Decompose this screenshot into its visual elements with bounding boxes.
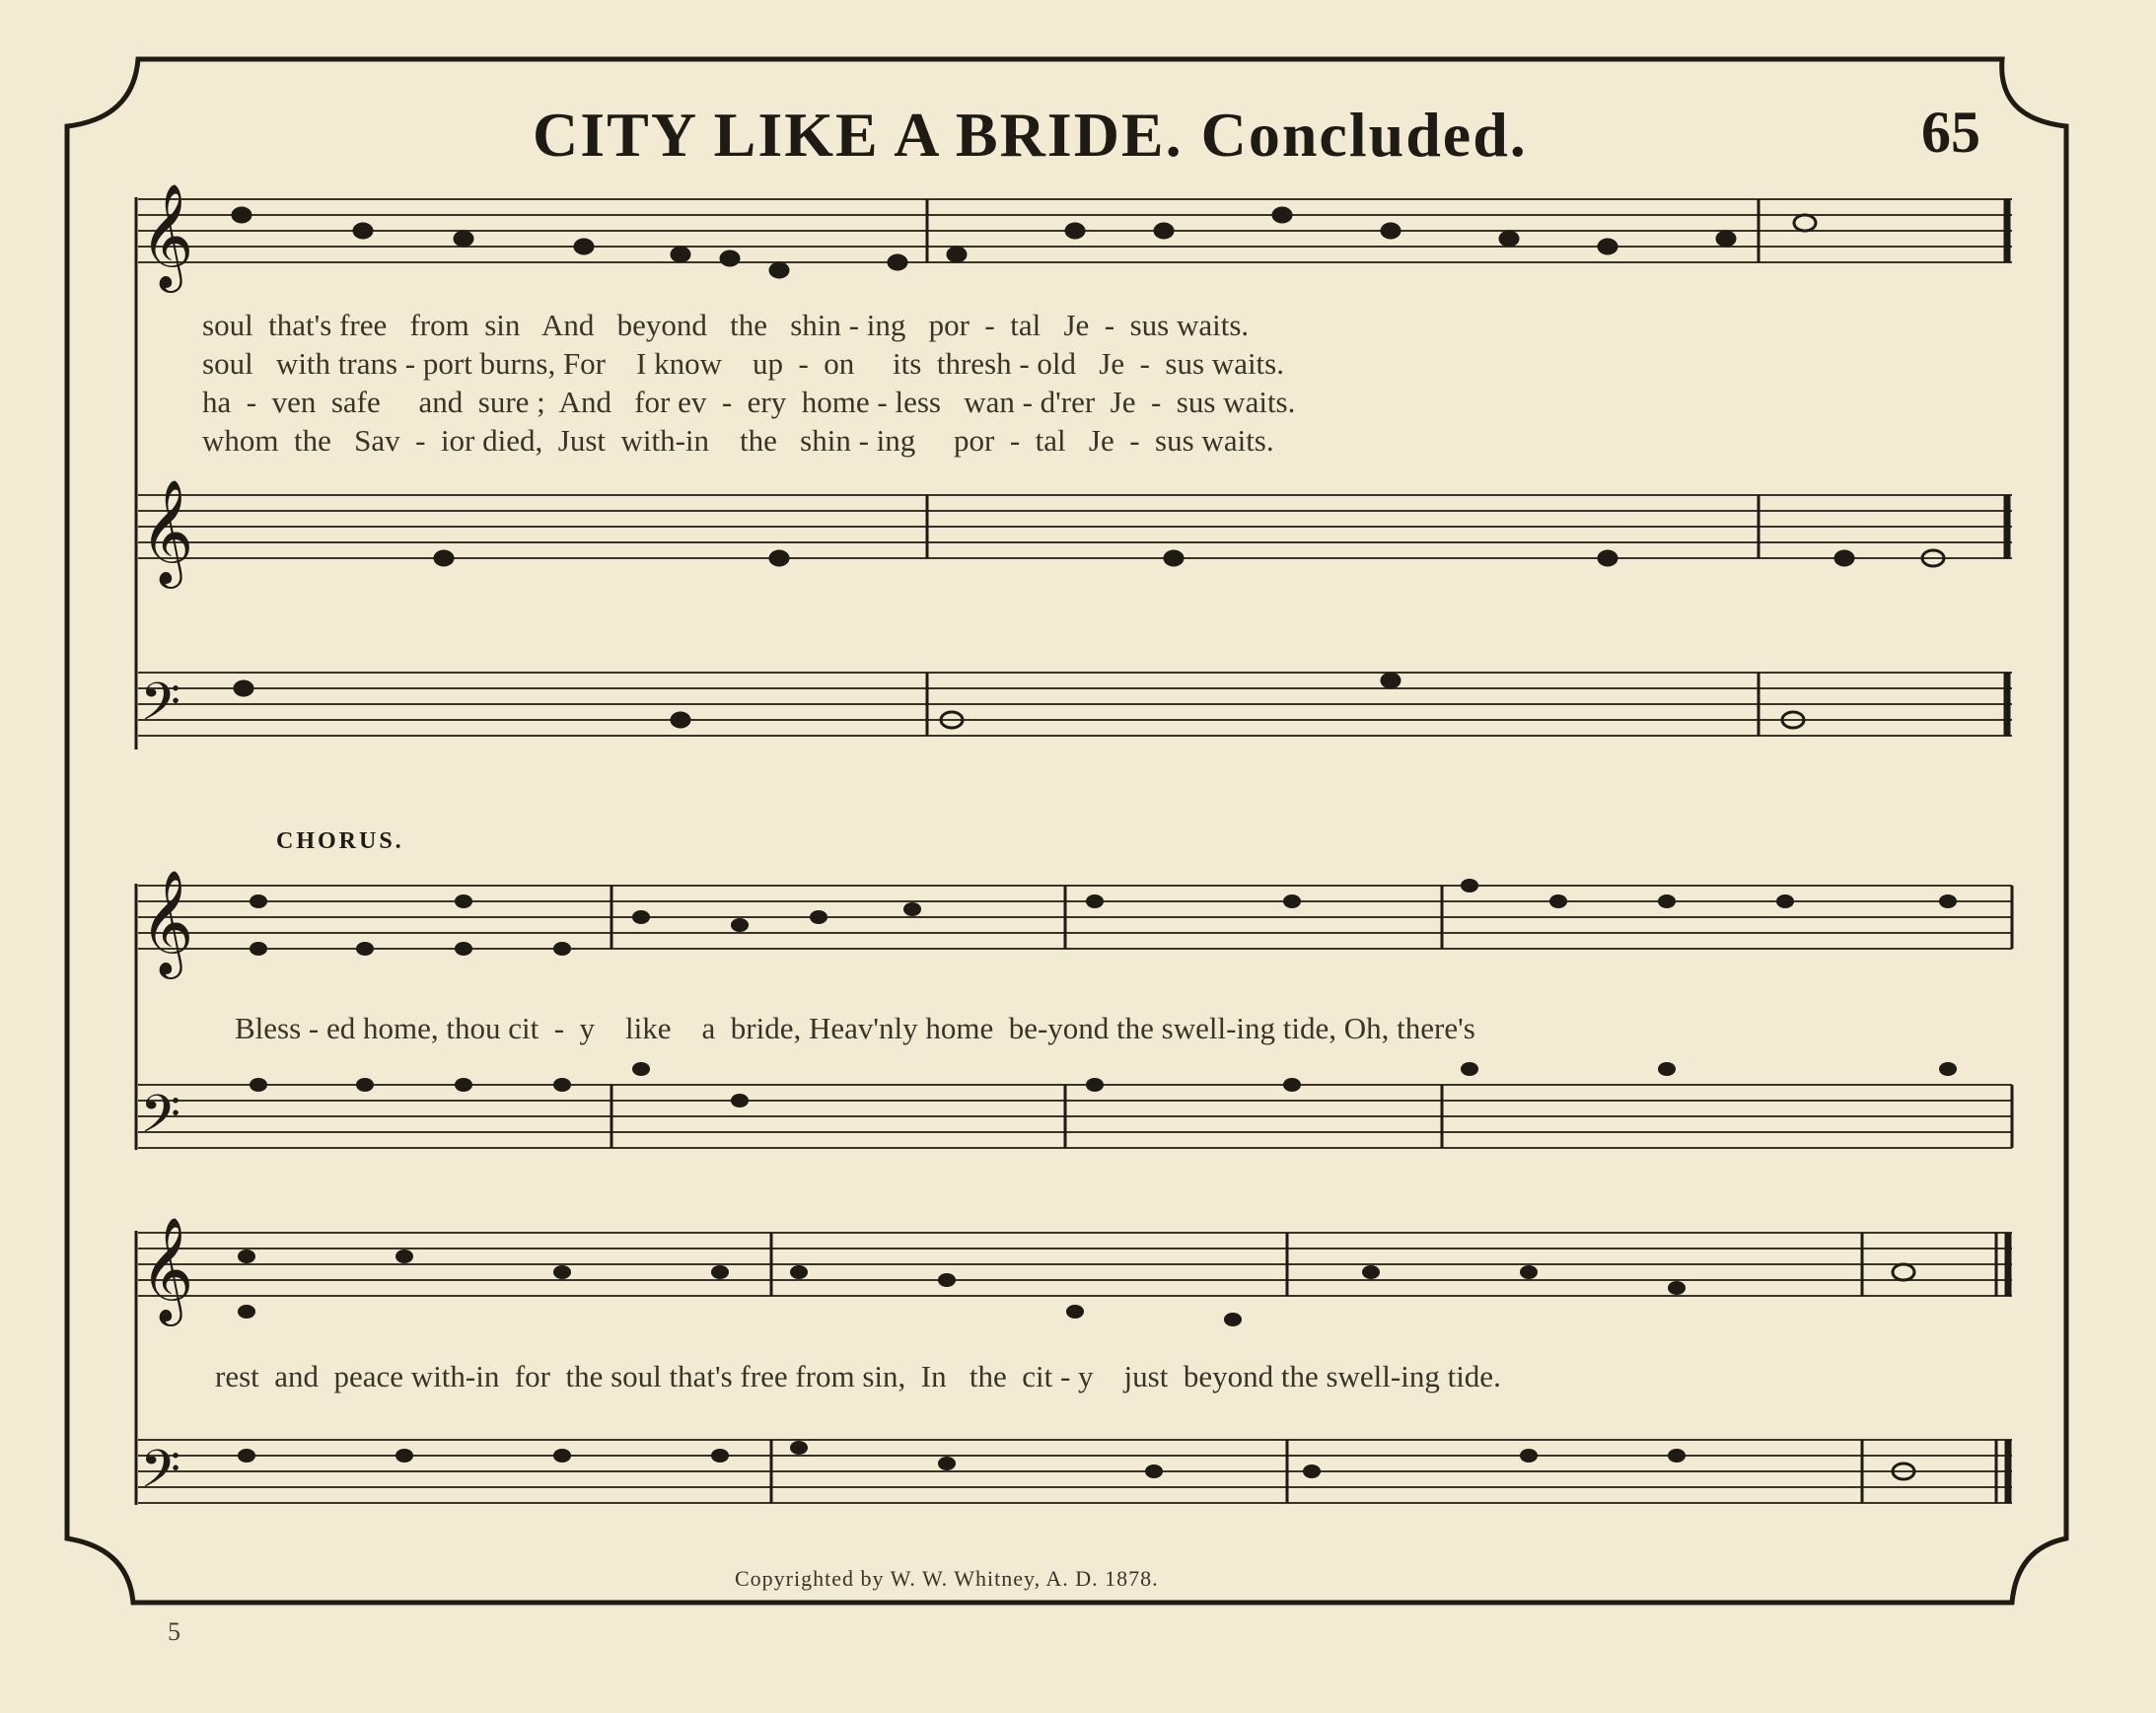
page-number: 65 bbox=[1921, 100, 1980, 165]
bass-clef-icon: 𝄢 bbox=[140, 1085, 181, 1158]
clefs-system-3 bbox=[140, 1216, 193, 1513]
notes-system-2 bbox=[250, 879, 1957, 1107]
verse-line-1: soul that's free from sin And beyond the shin - ing por - tal Je - sus waits. bbox=[202, 308, 1250, 342]
signature-folio: 5 bbox=[168, 1617, 180, 1646]
chorus-line-1: Bless - ed home, thou cit - y like a bride, Heav'nly home be-yond the swell-ing tide, Oh, there's bbox=[235, 1011, 1475, 1045]
bass-clef-icon: 𝄢 bbox=[140, 1440, 181, 1513]
verse-line-4: whom the Sav - ior died, Just with-in the shin - ing por - tal Je - sus waits. bbox=[202, 423, 1274, 458]
treble-clef-icon: 𝄞 bbox=[140, 1216, 194, 1321]
treble-clef-icon: 𝄞 bbox=[140, 182, 194, 288]
verse-line-2: soul with trans - port burns, For I know up - on its thresh - old Je - sus waits. bbox=[202, 346, 1284, 381]
verse-line-3: ha - ven safe and sure ; And for ev - ery home - less wan - d'rer Je - sus waits. bbox=[202, 385, 1296, 419]
treble-clef-icon: 𝄞 bbox=[140, 478, 194, 584]
clefs-system-2 bbox=[140, 869, 193, 1158]
bass-clef-icon: 𝄢 bbox=[140, 673, 181, 746]
notes-system-1 bbox=[233, 208, 1944, 728]
treble-clef-icon: 𝄞 bbox=[140, 869, 194, 974]
chorus-line-2: rest and peace with-in for the soul that's free from sin, In the cit - y just beyond the swell-ing tide. bbox=[215, 1359, 1501, 1393]
copyright-notice: Copyrighted by W. W. Whitney, A. D. 1878. bbox=[735, 1566, 1159, 1591]
clefs-system-1 bbox=[140, 182, 193, 746]
chorus-label: CHORUS. bbox=[276, 828, 404, 854]
barlines-system-1 bbox=[136, 197, 2007, 749]
staff-system-1 bbox=[138, 199, 2012, 736]
hymn-title: CITY LIKE A BRIDE. Concluded. bbox=[533, 100, 1528, 170]
verse-lyrics bbox=[202, 306, 1879, 460]
